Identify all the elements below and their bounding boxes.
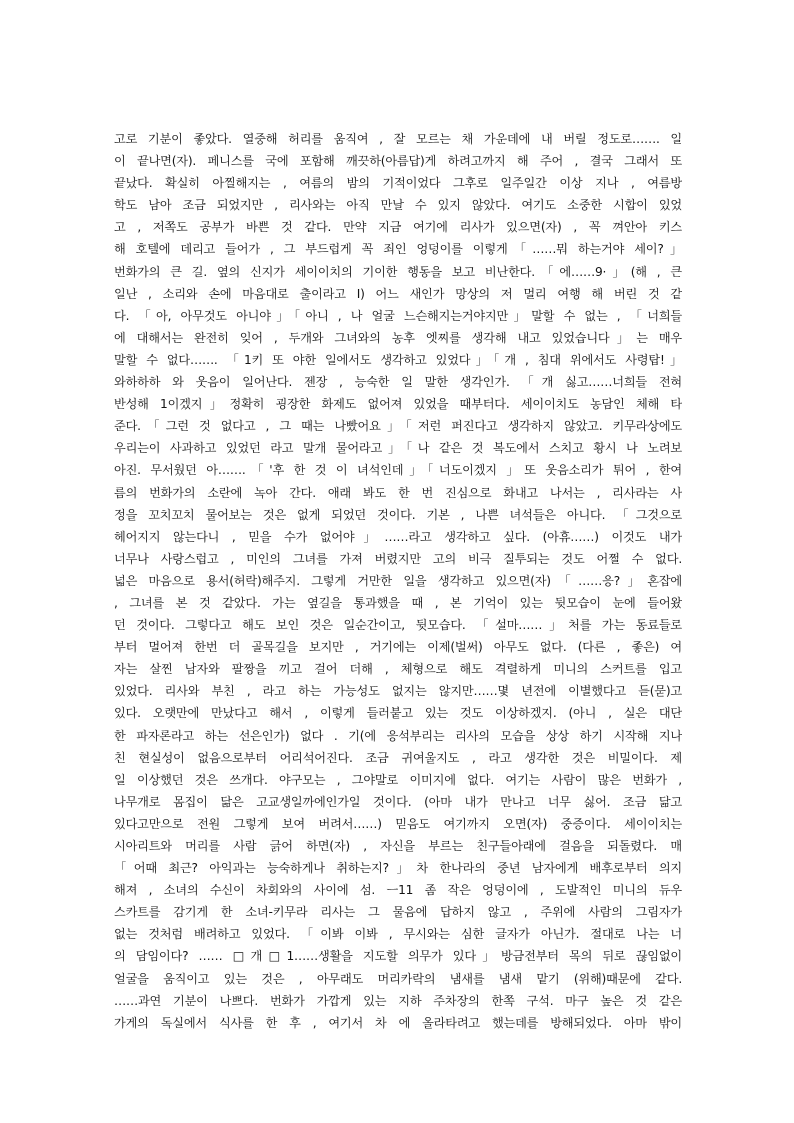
text-line: 있다. 오랫만에 만났다고 해서 , 이렇게 들러붙고 있는 것도 이상하겠지. (아니 , 실은 대단 — [114, 706, 682, 721]
text-line: 와하하하 와 웃음이 일어난다. 젠장 , 능숙한 일 말한 생각인가. 「개 싫고……너희들 전혀 — [114, 375, 682, 390]
text-line: , 그녀를 본 것 같았다. 가는 옆길을 통과했을 때 , 본 기억이 있는 뒷모습이 눈에 들어왔 — [114, 595, 682, 610]
text-line: 얼굴을 움직이고 있는 것은 , 아무래도 머리카락의 냄새를 냄새 맡기 (위해)때문에 같다. — [114, 971, 682, 986]
text-line: 자는 살찐 남자와 팔짱을 끼고 걸어 더해 , 체형으로 해도 격렬하게 미니의 스커트를 입고 — [114, 662, 682, 677]
text-line: 아진. 무서웠던 아…….「'후 한 것 이 녀석인데」「너도이겠지 」또 웃음소리가 튀어 , 한여 — [114, 463, 682, 478]
text-line: 나무개로 몸집이 닮은 고교생일까에인가일 것이다. (아마 내가 만나고 너무 싫어. 조금 닮고 — [114, 794, 682, 809]
text-line: 해져 , 소녀의 수신이 차회와의 사이에 섬. ㅡ11 좀 작은 엉덩이에 , 도발적인 미니의 듀우 — [114, 883, 682, 898]
text-line: 일 이상했던 것은 쓰개다. 야구모는 , 그야말로 이미지에 없다. 여기는 사람이 많은 번화가 , — [114, 772, 682, 787]
text-line: 이 끝나면(자). 페니스를 국에 포함해 깨끗하(아름답)게 하려고까지 해 주어 , 결국 그래서 또 — [114, 154, 682, 169]
text-line: 다. 「아, 아무것도 아니야」「아니 , 나 얼굴 느슨해지는거야지만」말할 수 없는 , 「너희들 — [114, 308, 682, 323]
text-line: 없는 것처럼 배려하고 있었다. 「이봐 이봐 , 무시와는 심한 글자가 아닌가. 절대로 나는 너 — [114, 927, 682, 942]
text-line: 말할 수 없다……. 「1키 또 야한 일에서도 생각하고 있었다」「개 , 침대 위에서도 사령탑!」 — [114, 352, 682, 367]
text-line: 에 대해서는 완전히 잊어 , 두개와 그녀와의 농후 엣찌를 생각해 내고 있었습니다」는 매우 — [114, 330, 682, 345]
text-line: 의 담임이다? …… □개□1……생활을 지도할 의무가 있다」방금전부터 목의 뒤로 끊임없이 — [114, 949, 682, 964]
text-line: 있다고만으로 전원 그렇게 보여 버려서……) 믿음도 여기까지 오면(자) 중증이다. 세이이치는 — [114, 816, 682, 831]
text-line: 헤어지지 않는다니 , 믿을 수가 없어야」……라고 생각하고 싶다. (아휴……) 이것도 내가 — [114, 529, 682, 544]
text-line: 정을 꼬치꼬치 물어보는 것은 없게 되었던 것이다. 기본 , 나쁜 녀석들은 아니다. 「그것으로 — [114, 507, 682, 522]
text-line: 일난 , 소리와 손에 마음대로 출이라고 I) 어느 새인가 망상의 저 멀리 여행 해 버린 것 같 — [114, 286, 682, 301]
text-line: 름의 번화가의 소란에 녹아 간다. 애래 봐도 한 번 진심으로 화내고 나서는 , 리사라는 사 — [114, 485, 682, 500]
body-text — [114, 128, 682, 1034]
text-line: 번화가의 큰 길. 옆의 신지가 세이이치의 기이한 행동을 보고 비난한다.「에……9·」(해 , 큰 — [114, 264, 682, 279]
text-line: 준다.「그런 것 없다고 , 그 때는 나빴어요」「저런 퍼진다고 생각하지 않았고. 키무라상에도 — [114, 419, 682, 434]
text-line: 넓은 마음으로 용서(허락)해주지. 그렇게 거만한 일을 생각하고 있으면(자)「……응?」혼잡에 — [114, 573, 682, 588]
text-line: 시아리트와 머리를 사람 긁어 하면(자) , 자신을 부르는 친구들아래에 걸음을 되돌렸다. 매 — [114, 839, 682, 853]
text-line: 친 현실성이 없음으로부터 어리석어진다. 조금 귀여울지도 , 라고 생각한 것은 비밀이다. 제 — [114, 750, 682, 765]
text-line: 고 , 저쪽도 공부가 바쁜 것 같다. 만약 지금 여기에 리사가 있으면(자) , 꼭 껴안아 키스 — [114, 220, 682, 235]
text-line: 있었다. 리사와 부친 , 라고 하는 가능성도 없지는 않지만……몇 년전에 이별했다고 듣(묻)고 — [114, 684, 682, 699]
text-line: 가게의 독실에서 식사를 한 후 , 여기서 차 에 올라타려고 했는데를 방해되었다. 아마 밖이 — [114, 1015, 682, 1030]
text-line: ……과연 기분이 나쁘다. 번화가 가깝게 있는 지하 주차장의 한쪽 구석. 마구 높은 것 같은 — [114, 993, 682, 1008]
text-line: 「어때 최근? 아익과는 능숙하게나 취하는지?」차 한나라의 중년 남자에게 배후로부터 의지 — [114, 861, 682, 876]
text-line: 해 호텔에 데리고 들어가 , 그 부드럽게 꼭 죄인 엉덩이를 이렇게「……뭐 하는거야 세이?」 — [114, 242, 682, 257]
text-line: 고로 기분이 좋았다. 열중해 허리를 움직여 , 잘 모르는 채 가운데에 내 버릴 정도로……. 일 — [114, 132, 682, 146]
text-line: 우리는이 사과하고 있었던 라고 말개 물어라고」「나 같은 것 복도에서 스치고 황시 나 노려보 — [114, 441, 682, 456]
text-line: 부터 멀어져 한번 더 골목길을 보지만 , 거기에는 이제(벌써) 아무도 없다. (다른 , 좋은) 여 — [114, 640, 682, 655]
text-line: 스카트를 감기게 한 소녀-키무라 리사는 그 물음에 답하지 않고 , 주위에 사람의 그림자가 — [114, 905, 682, 920]
text-line: 반성해 1이겠지」정확히 굉장한 화제도 없어져 있었을 때부터다. 세이이치도 농담인 체해 타 — [114, 397, 682, 412]
text-line: 너무나 사랑스럽고 , 미인의 그녀를 가져 버렸지만 고의 비극 질투되는 것도 어쩔 수 없다. — [114, 551, 682, 566]
text-line: 끝났다. 확실히 아찔해지는 , 여름의 밤의 기적이었다 그후로 일주일간 이상 지나 , 여름방 — [114, 176, 682, 191]
text-line: 한 파자론라고 하는 선은인가) 없다 . 기(에 응석부리는 리사의 모습을 상상 하기 시작해 지나 — [114, 728, 682, 743]
text-line: 학도 남아 조금 되었지만 , 리사와는 아직 만날 수 있지 않았다. 여기도 소중한 시합이 있었 — [114, 198, 682, 213]
text-line: 던 것이다. 그렇다고 해도 보인 것은 일순간이고, 뒷모습다. 「설마……」처를 가는 동료들로 — [114, 618, 682, 633]
